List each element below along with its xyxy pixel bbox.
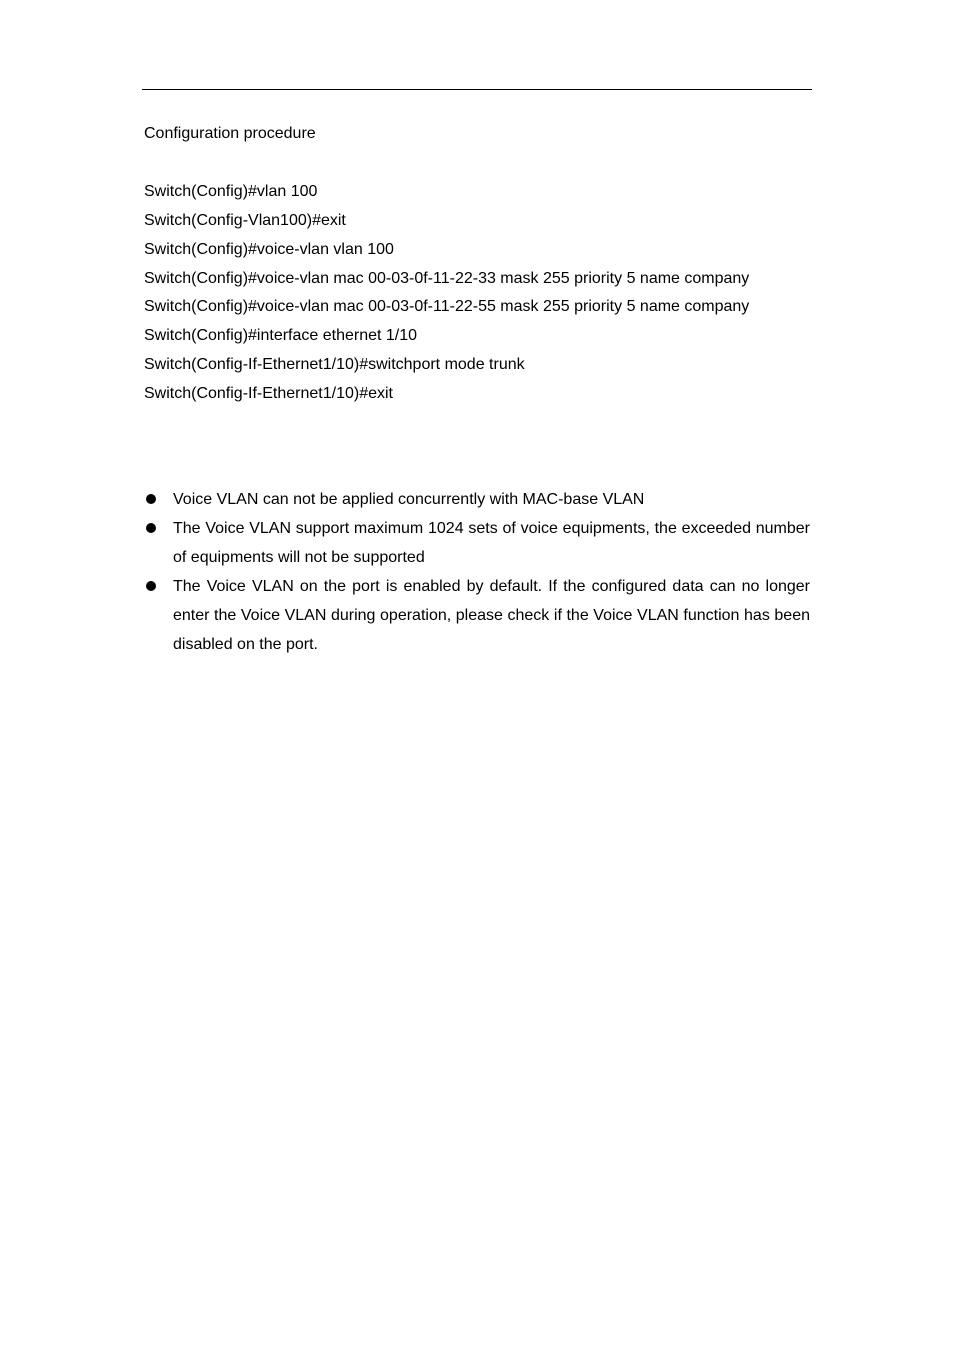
note-text: The Voice VLAN support maximum 1024 sets of voice equipments, the exceeded number of equipments will not be supported — [173, 520, 810, 566]
bullet-icon — [146, 494, 156, 504]
command-line: Switch(Config)#voice-vlan mac 00-03-0f-11-22-33 mask 255 priority 5 name company — [144, 269, 750, 287]
command-line: Switch(Config)#interface ethernet 1/10 — [144, 327, 418, 345]
note-item — [144, 572, 810, 659]
note-item — [144, 514, 810, 572]
bullet-icon — [146, 523, 156, 533]
command-listing — [144, 178, 824, 409]
bullet-icon — [146, 581, 156, 591]
command-line: Switch(Config)#voice-vlan mac 00-03-0f-11-22-55 mask 255 priority 5 name company — [144, 298, 750, 316]
command-line: Switch(Config)#voice-vlan vlan 100 — [144, 240, 394, 258]
note-item — [144, 485, 810, 514]
command-line: Switch(Config)#vlan 100 — [144, 183, 318, 200]
note-text: Voice VLAN can not be applied concurrently with MAC-base VLAN — [173, 491, 645, 508]
section-heading: Configuration procedure — [144, 125, 316, 142]
command-line: Switch(Config-If-Ethernet1/10)#exit — [144, 385, 393, 403]
notes-list — [144, 485, 810, 659]
header-rule — [142, 89, 812, 90]
note-text: The Voice VLAN on the port is enabled by default. If the configured data can no longer enter the Voice VLAN during operation, please check if the Voice VLAN function has been disabled on the port. — [173, 578, 810, 653]
command-line: Switch(Config-If-Ethernet1/10)#switchport mode trunk — [144, 356, 525, 374]
command-line: Switch(Config-Vlan100)#exit — [144, 211, 346, 229]
